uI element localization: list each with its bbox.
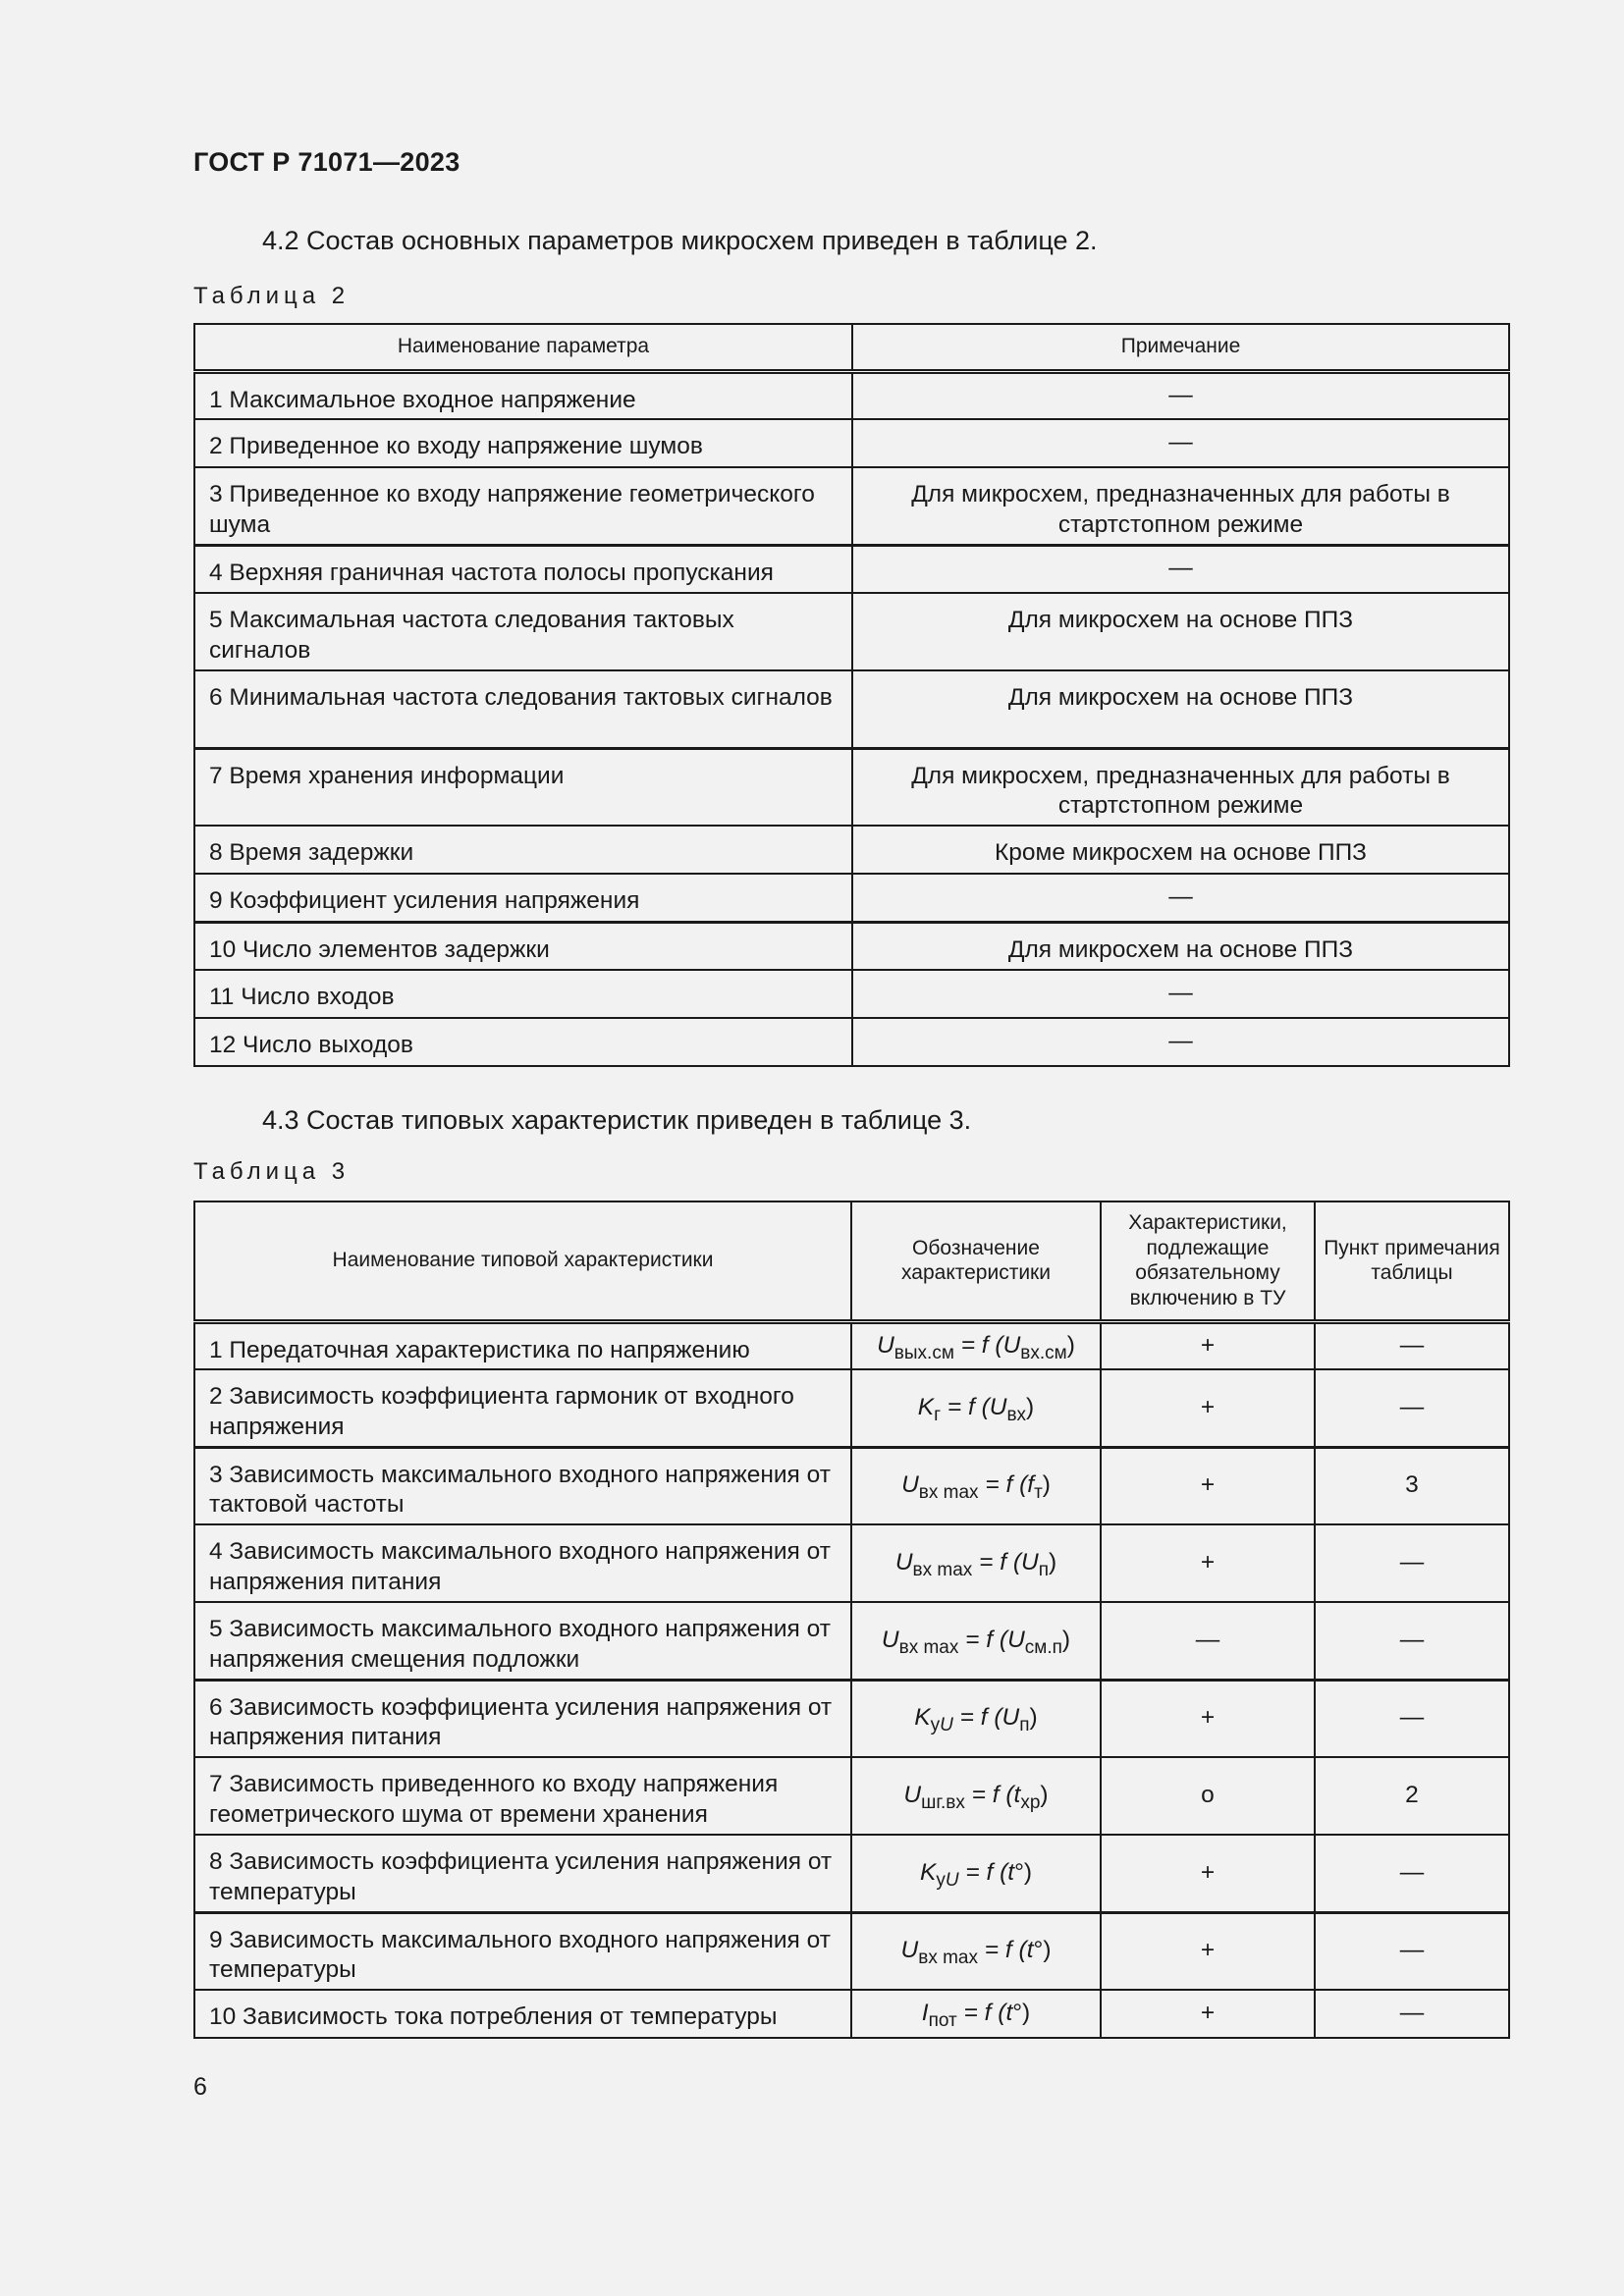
parameter-name-cell: 1 Максимальное входное напряжение — [194, 371, 852, 419]
formula-symbol: U — [881, 1626, 899, 1653]
designation-formula-cell — [851, 1369, 1101, 1447]
formula-closing: ) — [1049, 1549, 1057, 1576]
formula-function: = f ( — [972, 1549, 1021, 1576]
formula-closing: ) — [1029, 1704, 1038, 1732]
formula-argument: U — [1021, 1549, 1039, 1576]
formula-symbol: U — [894, 1549, 913, 1576]
formula-function: = f ( — [953, 1331, 1003, 1359]
mandatory-mark-cell: — — [1101, 1602, 1315, 1680]
formula-subscript: у — [936, 1869, 946, 1891]
formula-subscript: вх max — [912, 1560, 973, 1581]
designation-formula-cell — [851, 1835, 1101, 1912]
table-row — [194, 1321, 1509, 1369]
parameter-name-cell: 2 Приведенное ко входу напряжение шумов — [194, 419, 852, 467]
table3-caption: Таблица 3 — [193, 1158, 351, 1185]
formula-symbol: I — [921, 2000, 929, 2027]
formula-argument: t — [1007, 1858, 1015, 1886]
formula-function: = f ( — [964, 1782, 1014, 1809]
formula-argument: U — [1007, 1626, 1025, 1653]
parameter-note-cell: Для микросхем на основе ППЗ — [852, 593, 1509, 670]
table-row — [194, 593, 1509, 670]
formula-argument: U — [1001, 1704, 1020, 1732]
section-4-3-text: 4.3 Состав типовых характеристик приведен в таблице 3. — [262, 1105, 972, 1135]
formula-subscript: пот — [928, 2010, 957, 2032]
table-row — [194, 670, 1509, 748]
formula-function: = f ( — [941, 1393, 990, 1420]
designation-formula-cell — [851, 1602, 1101, 1680]
designation-formula-cell — [851, 1757, 1101, 1835]
table-row — [194, 371, 1509, 419]
mandatory-mark-cell: + — [1101, 1990, 1315, 2038]
characteristic-name-cell: 1 Передаточная характеристика по напряжению — [194, 1321, 851, 1369]
table-row — [194, 874, 1509, 922]
table-row — [194, 419, 1509, 467]
formula-subscript: вх max — [918, 1948, 978, 1969]
column-header-parameter-name: Наименование параметра — [194, 324, 852, 371]
parameter-note-cell: Для микросхем, предназначенных для работы в стартстопном режиме — [852, 748, 1509, 826]
characteristic-name-cell: 6 Зависимость коэффициента усиления напряжения от напряжения питания — [194, 1680, 851, 1757]
table-row — [194, 1757, 1509, 1835]
formula-subscript: вх max — [918, 1482, 979, 1504]
formula-closing: ) — [1042, 1471, 1051, 1499]
table-row — [194, 748, 1509, 826]
note-item-cell: 2 — [1315, 1757, 1509, 1835]
note-item-cell: — — [1315, 1524, 1509, 1602]
formula-subscript: шг.вх — [921, 1792, 965, 1814]
parameter-note-cell: Для микросхем на основе ППЗ — [852, 670, 1509, 748]
formula-argument-subscript: т — [1034, 1482, 1043, 1504]
formula-closing: ) — [1026, 1393, 1035, 1420]
formula-argument-subscript: см.п — [1024, 1636, 1062, 1658]
formula-argument: U — [1002, 1331, 1021, 1359]
parameter-name-cell: 3 Приведенное ко входу напряжение геометрического шума — [194, 467, 852, 545]
formula-closing: °) — [1012, 2000, 1031, 2027]
formula-argument: f — [1027, 1471, 1035, 1499]
designation-formula-cell — [851, 1912, 1101, 1990]
formula-symbol: K — [917, 1393, 935, 1420]
note-item-cell: — — [1315, 1912, 1509, 1990]
table-row — [194, 970, 1509, 1018]
characteristic-name-cell: 4 Зависимость максимального входного напряжения от напряжения питания — [194, 1524, 851, 1602]
designation-formula-cell — [851, 1680, 1101, 1757]
characteristic-name-cell: 7 Зависимость приведенного ко входу напряжения геометрического шума от времени хранения — [194, 1757, 851, 1835]
table-row — [194, 467, 1509, 545]
page-number: 6 — [193, 2073, 207, 2101]
table-row — [194, 1835, 1509, 1912]
formula-subscript: вх max — [898, 1636, 959, 1658]
note-item-cell: — — [1315, 1835, 1509, 1912]
table-row — [194, 1369, 1509, 1447]
column-header-mandatory-in-tu: Характеристики, подлежащие обязательному включению в ТУ — [1101, 1201, 1315, 1321]
formula-subscript-italic: U — [945, 1869, 959, 1891]
formula-symbol: U — [900, 1937, 919, 1964]
designation-formula-cell — [851, 1321, 1101, 1369]
column-header-characteristic-name: Наименование типовой характеристики — [194, 1201, 851, 1321]
formula-symbol: U — [877, 1331, 894, 1359]
table-row — [194, 1524, 1509, 1602]
mandatory-mark-cell: о — [1101, 1757, 1315, 1835]
designation-formula-cell — [851, 1447, 1101, 1524]
note-item-cell: — — [1315, 1602, 1509, 1680]
formula-argument-subscript: вх.см — [1020, 1342, 1067, 1363]
parameter-note-cell: Кроме микросхем на основе ППЗ — [852, 826, 1509, 874]
characteristic-name-cell: 3 Зависимость максимального входного напряжения от тактовой частоты — [194, 1447, 851, 1524]
formula-argument-subscript: п — [1019, 1715, 1030, 1736]
formula-function: = f ( — [956, 2000, 1006, 2027]
characteristic-name-cell: 8 Зависимость коэффициента усиления напряжения от температуры — [194, 1835, 851, 1912]
parameter-name-cell: 11 Число входов — [194, 970, 852, 1018]
parameter-name-cell: 5 Максимальная частота следования тактовых сигналов — [194, 593, 852, 670]
formula-closing: ) — [1061, 1626, 1071, 1653]
table-row — [194, 545, 1509, 593]
formula-closing: ) — [1066, 1331, 1075, 1359]
parameter-note-cell: — — [852, 545, 1509, 593]
formula-subscript: вых.см — [893, 1342, 954, 1363]
parameter-name-cell: 7 Время хранения информации — [194, 748, 852, 826]
formula-symbol: U — [903, 1782, 922, 1809]
mandatory-mark-cell: + — [1101, 1369, 1315, 1447]
formula-function: = f ( — [978, 1937, 1027, 1964]
note-item-cell: — — [1315, 1990, 1509, 2038]
table-row — [194, 826, 1509, 874]
parameter-note-cell: — — [852, 874, 1509, 922]
formula-closing: °) — [1014, 1858, 1033, 1886]
table-row — [194, 922, 1509, 970]
note-item-cell: — — [1315, 1369, 1509, 1447]
table-3 — [193, 1201, 1510, 2039]
formula-symbol: K — [919, 1858, 937, 1886]
characteristic-name-cell: 5 Зависимость максимального входного напряжения от напряжения смещения подложки — [194, 1602, 851, 1680]
table-row — [194, 1680, 1509, 1757]
formula-function: = f ( — [952, 1704, 1002, 1732]
formula-argument: t — [1005, 2000, 1013, 2027]
formula-argument: U — [989, 1393, 1007, 1420]
formula-function: = f ( — [958, 1858, 1008, 1886]
table-2 — [193, 323, 1510, 1067]
formula-symbol: K — [914, 1704, 931, 1732]
formula-argument-subscript: хр — [1020, 1792, 1041, 1814]
characteristic-name-cell: 9 Зависимость максимального входного напряжения от температуры — [194, 1912, 851, 1990]
mandatory-mark-cell: + — [1101, 1321, 1315, 1369]
section-4-2-text: 4.2 Состав основных параметров микросхем приведен в таблице 2. — [262, 226, 1098, 255]
designation-formula-cell — [851, 1524, 1101, 1602]
mandatory-mark-cell: + — [1101, 1912, 1315, 1990]
characteristic-name-cell: 2 Зависимость коэффициента гармоник от входного напряжения — [194, 1369, 851, 1447]
characteristic-name-cell: 10 Зависимость тока потребления от температуры — [194, 1990, 851, 2038]
parameter-name-cell: 4 Верхняя граничная частота полосы пропускания — [194, 545, 852, 593]
parameter-note-cell: Для микросхем на основе ППЗ — [852, 922, 1509, 970]
note-item-cell: — — [1315, 1680, 1509, 1757]
formula-symbol: U — [901, 1471, 919, 1499]
column-header-note-item: Пункт примечания таблицы — [1315, 1201, 1509, 1321]
table-row — [194, 1990, 1509, 2038]
formula-argument: t — [1013, 1782, 1021, 1809]
formula-argument-subscript: вх — [1006, 1404, 1027, 1425]
designation-formula-cell — [851, 1990, 1101, 2038]
parameter-name-cell: 12 Число выходов — [194, 1018, 852, 1066]
formula-function: = f ( — [958, 1626, 1008, 1653]
table-row — [194, 1912, 1509, 1990]
formula-closing: ) — [1040, 1782, 1049, 1809]
table-row — [194, 1602, 1509, 1680]
table-row — [194, 1018, 1509, 1066]
table-row — [194, 1447, 1509, 1524]
mandatory-mark-cell: + — [1101, 1447, 1315, 1524]
parameter-note-cell: Для микросхем, предназначенных для работы в стартстопном режиме — [852, 467, 1509, 545]
note-item-cell: 3 — [1315, 1447, 1509, 1524]
formula-function: = f ( — [978, 1471, 1028, 1499]
formula-subscript: у — [930, 1715, 941, 1736]
parameter-note-cell: — — [852, 371, 1509, 419]
column-header-designation: Обозначение характеристики — [851, 1201, 1101, 1321]
formula-subscript-italic: U — [940, 1715, 953, 1736]
table2-caption: Таблица 2 — [193, 283, 351, 309]
parameter-note-cell: — — [852, 970, 1509, 1018]
parameter-name-cell: 10 Число элементов задержки — [194, 922, 852, 970]
parameter-note-cell: — — [852, 1018, 1509, 1066]
formula-argument: t — [1026, 1937, 1034, 1964]
document-code: ГОСТ Р 71071—2023 — [193, 147, 460, 177]
mandatory-mark-cell: + — [1101, 1835, 1315, 1912]
formula-subscript: г — [934, 1404, 942, 1425]
parameter-name-cell: 9 Коэффициент усиления напряжения — [194, 874, 852, 922]
note-item-cell: — — [1315, 1321, 1509, 1369]
formula-closing: °) — [1033, 1937, 1052, 1964]
column-header-note: Примечание — [852, 324, 1509, 371]
mandatory-mark-cell: + — [1101, 1680, 1315, 1757]
mandatory-mark-cell: + — [1101, 1524, 1315, 1602]
parameter-note-cell: — — [852, 419, 1509, 467]
parameter-name-cell: 8 Время задержки — [194, 826, 852, 874]
parameter-name-cell: 6 Минимальная частота следования тактовых сигналов — [194, 670, 852, 748]
formula-argument-subscript: п — [1038, 1560, 1049, 1581]
